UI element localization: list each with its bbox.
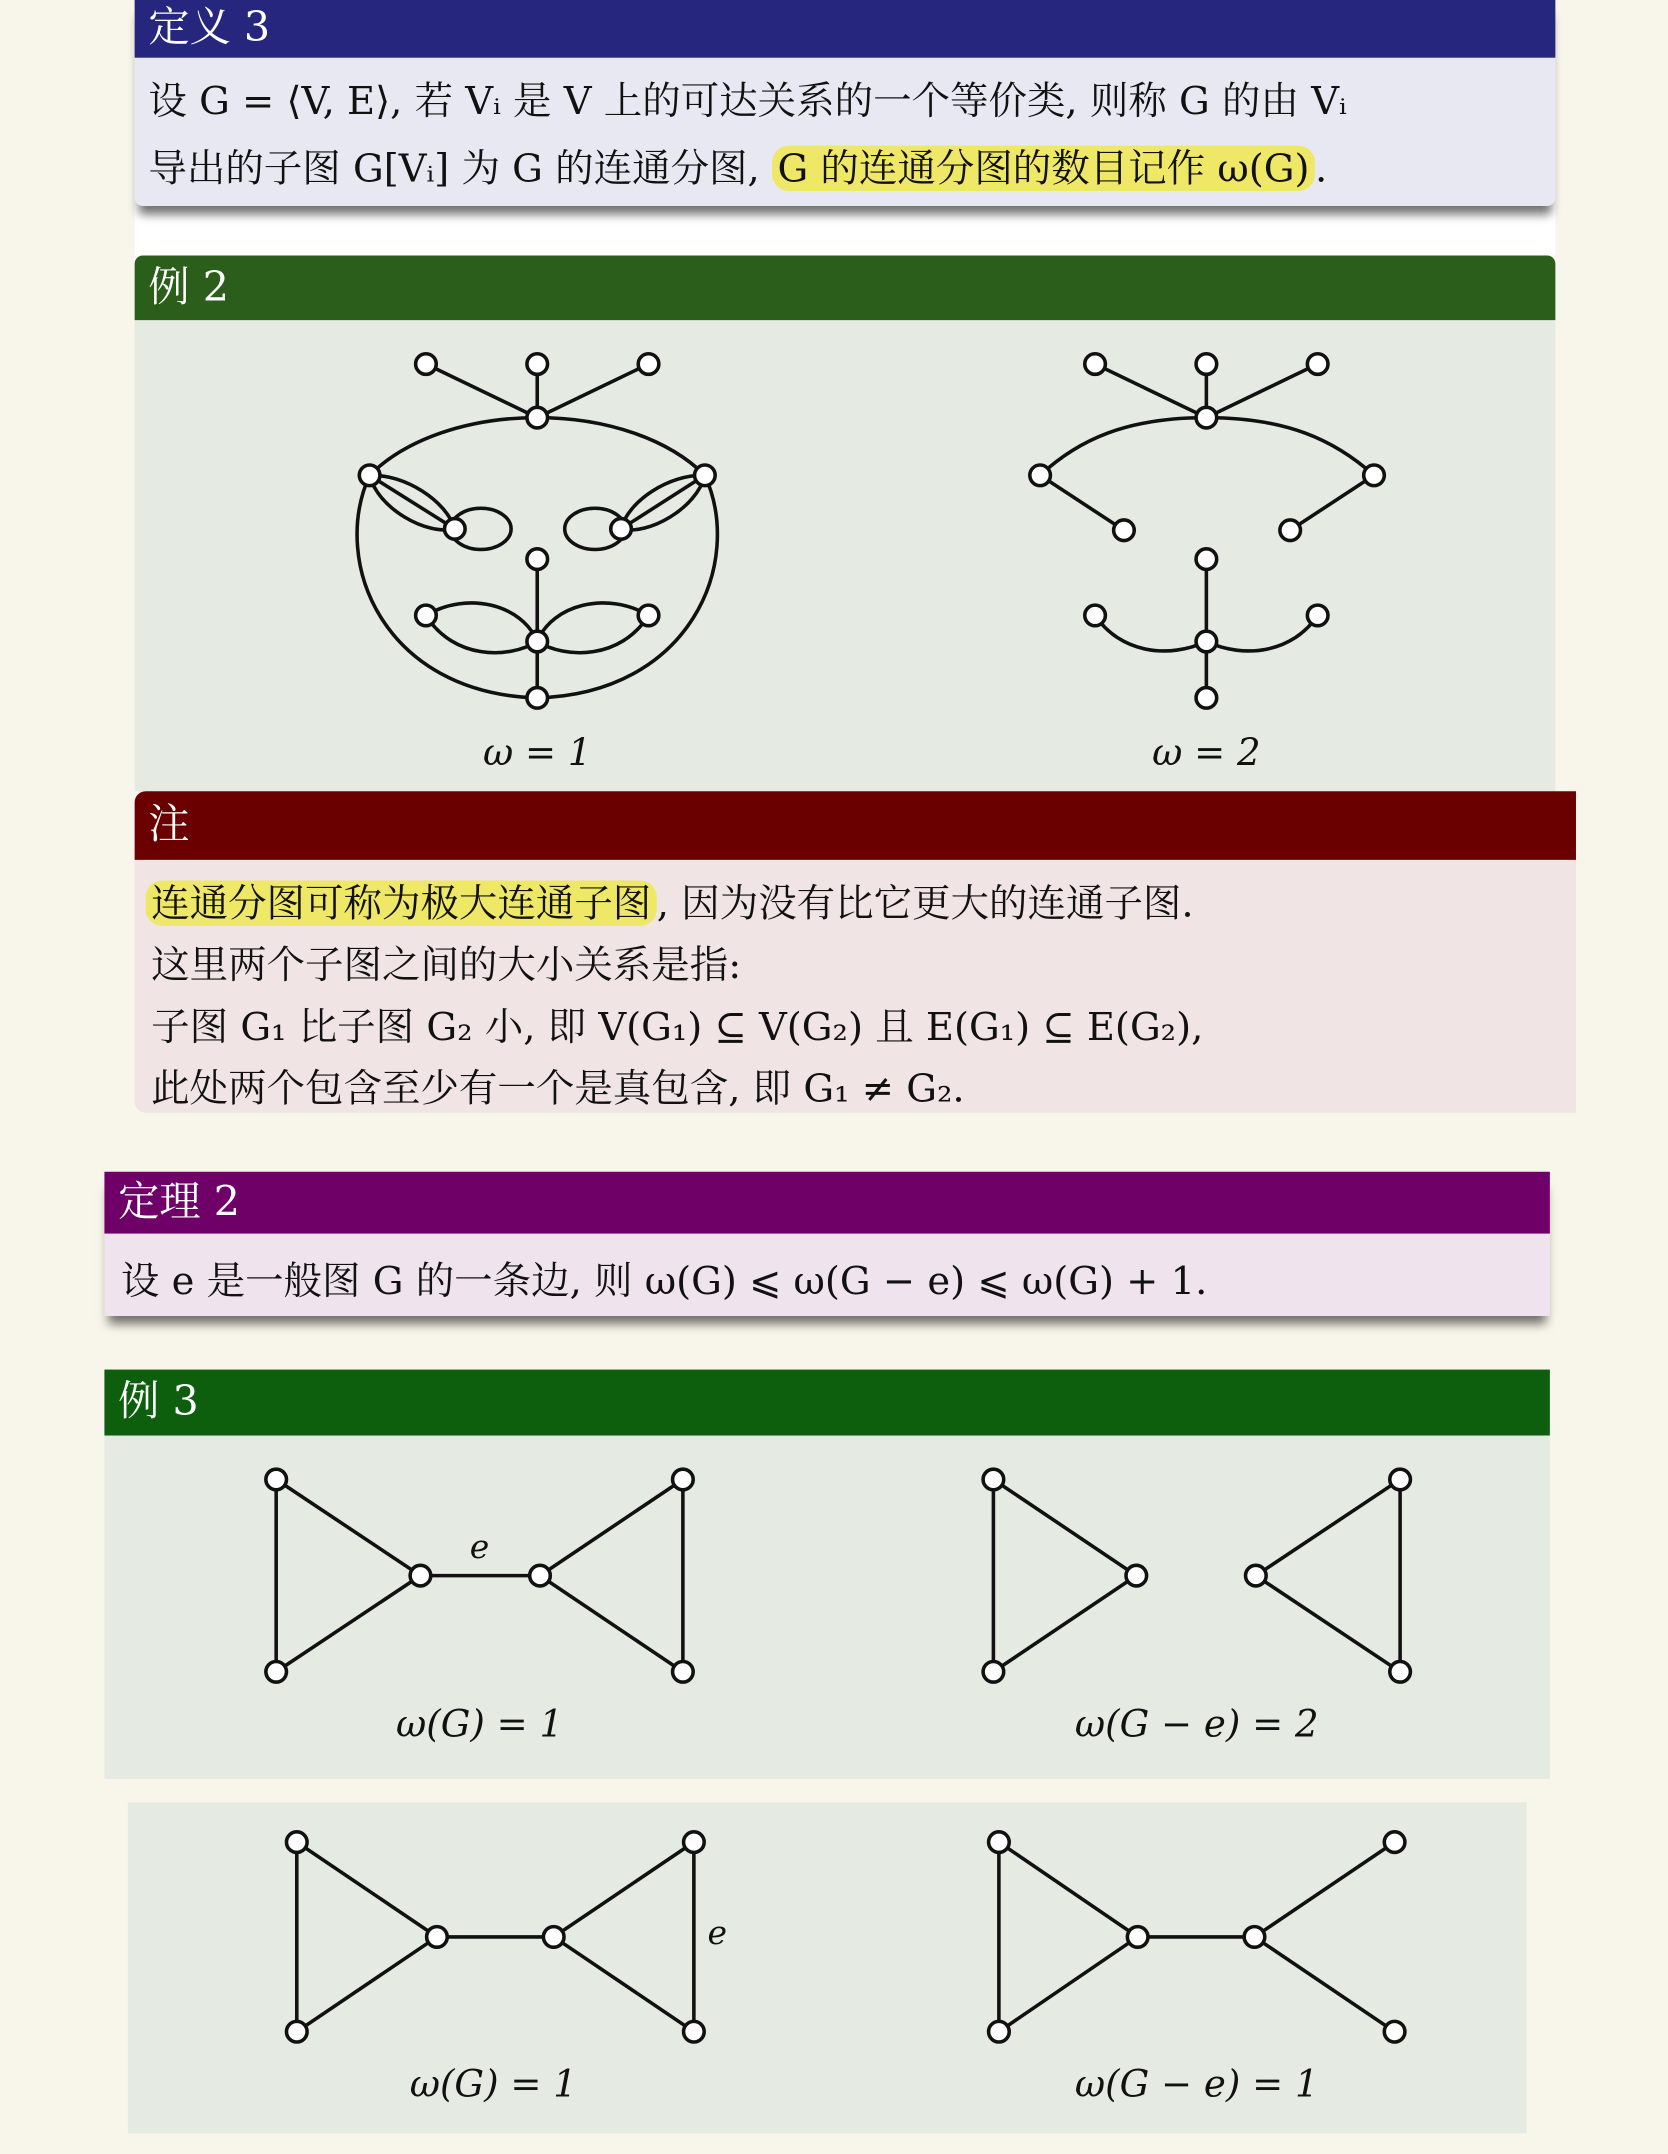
caption-d: ω(G − e) = 1 <box>1074 2063 1319 2106</box>
highlighted-text: G 的连通分图的数目记作 ω(G) <box>772 146 1315 191</box>
highlighted-text: 连通分图可称为极大连通子图 <box>146 881 657 926</box>
definition-title: 定义 3 <box>135 0 1556 58</box>
caption-c: ω(G) = 1 <box>409 2063 577 2106</box>
caption-omega-1: ω = 1 <box>482 732 592 775</box>
note-line-4: 此处两个包含至少有一个是真包含, 即 G₁ ≠ G₂. <box>151 1065 965 1112</box>
example2-graphs <box>0 0 1668 824</box>
edge-label-e: e <box>469 1527 490 1567</box>
theorem-title: 定理 2 <box>104 1172 1549 1234</box>
example3-title: 例 3 <box>104 1370 1549 1436</box>
graph-omega-2 <box>1030 354 1384 708</box>
note-line-3: 子图 G₁ 比子图 G₂ 小, 即 V(G₁) ⊆ V(G₂) 且 E(G₁) ⊆ E(G₂), <box>151 1004 1204 1050</box>
note-line-2: 这里两个子图之间的大小关系是指: <box>151 942 742 988</box>
graph-g-minus-e-connected <box>989 1832 1405 2042</box>
note-line-1 <box>146 874 1194 929</box>
definition-line-1: 设 G = ⟨V, E⟩, 若 Vᵢ 是 V 上的可达关系的一个等价类, 则称 G 的由 Vᵢ <box>148 78 1347 124</box>
theorem-box <box>104 1172 1549 1316</box>
example2-title: 例 2 <box>135 256 1556 321</box>
example3-graphs <box>0 1429 1668 2088</box>
note-title: 注 <box>135 791 1576 860</box>
graph-g-minus-e-split <box>983 1469 1410 1682</box>
graph-omega-1 <box>357 354 717 708</box>
caption-a: ω(G) = 1 <box>395 1703 564 1746</box>
graph-g-cycle-edge <box>286 1832 704 2042</box>
note-box <box>135 791 1576 1112</box>
graph-g-connected <box>266 1469 693 1682</box>
theorem-statement: 设 e 是一般图 G 的一条边, 则 ω(G) ⩽ ω(G − e) ⩽ ω(G) + 1. <box>120 1258 1208 1304</box>
note-text: , 因为没有比它更大的连通子图. <box>656 880 1194 926</box>
definition-period: . <box>1315 145 1328 191</box>
edge-label-e: e <box>707 1913 727 1953</box>
caption-omega-2: ω = 2 <box>1152 732 1261 775</box>
caption-b: ω(G − e) = 2 <box>1074 1703 1319 1746</box>
definition-text: 导出的子图 G[Vᵢ] 为 G 的连通分图, <box>148 145 772 191</box>
